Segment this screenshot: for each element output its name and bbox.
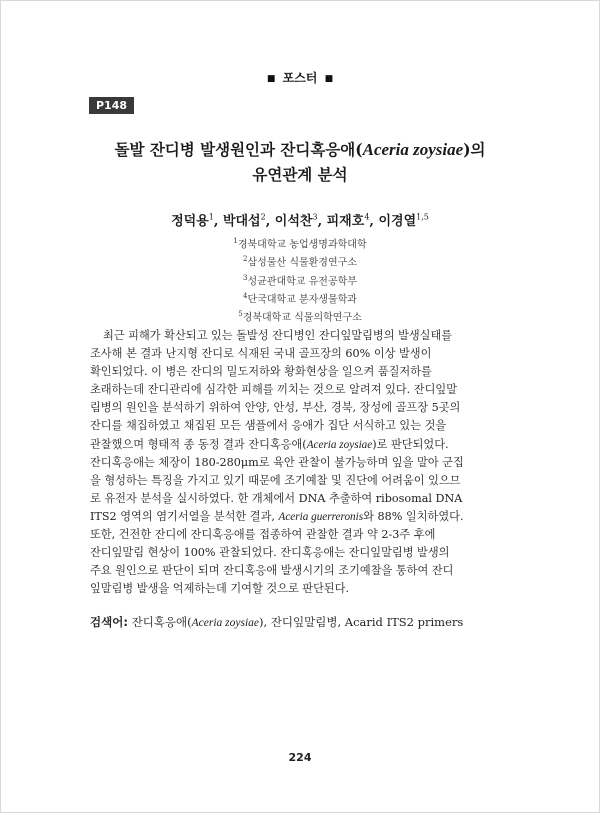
- abstract-line: 초래하는데 잔디관리에 심각한 피해를 끼치는 것으로 알려져 있다. 잔디잎말: [90, 383, 458, 397]
- poster-code-badge: P148: [89, 97, 134, 114]
- abstract-text: 관찰했으며 형태적 종 동정 결과 잔디혹응애(: [90, 437, 307, 451]
- abstract-line: 림병의 원인을 분석하기 위하여 안양, 안성, 부산, 경북, 장성에 골프장 5곳의: [90, 401, 461, 415]
- author-affil-sup: 3: [312, 212, 318, 222]
- author-name: 정덕용: [171, 214, 209, 229]
- affiliation-text: 경북대학교 농업생명과학대학: [237, 239, 367, 251]
- affiliation-item: [0, 252, 600, 270]
- keywords-text: ), 잔디잎말림병, Acarid ITS2 primers: [259, 615, 464, 629]
- affiliation-sup: 5: [238, 310, 243, 319]
- abstract-line: 을 형성하는 특징을 가지고 있기 때문에 조기예찰 및 진단에 어려움이 있으므: [90, 473, 461, 487]
- abstract-line: 주요 원인으로 판단이 되며 잔디혹응애 발생시기의 조기예찰을 통하여 잔디: [90, 564, 454, 578]
- author-sep: ,: [213, 214, 223, 229]
- affiliation-list: [0, 234, 600, 326]
- abstract-line: 잎말림병 발생을 억제하는데 기여할 것으로 판단된다.: [90, 582, 350, 596]
- affiliation-sup: 1: [233, 237, 238, 245]
- abstract-line: 최근 피해가 확산되고 있는 돌발성 잔디병인 잔디잎말림병의 발생실태를: [103, 329, 453, 342]
- abstract-text: 와 88% 일치하였다.: [363, 509, 464, 523]
- affiliation-sup: 2: [243, 255, 248, 264]
- author-sep: ,: [317, 214, 327, 229]
- author-name: 이석찬: [274, 214, 313, 229]
- abstract-species-name: Aceria zoysiae: [306, 438, 373, 451]
- author-list: [0, 210, 600, 229]
- paper-title: [40, 137, 560, 187]
- title-species-name: Aceria zoysiae: [362, 140, 464, 159]
- abstract-line: 로 유전자 분석을 실시하였다. 한 개체에서 DNA 추출하여 ribosomal DNA: [90, 491, 463, 505]
- keywords-text: 잔디혹응애(: [127, 615, 192, 629]
- abstract-line: 잔디혹응애는 체장이 180-280μm로 육안 관찰이 불가능하며 잎을 말아 군집: [90, 455, 464, 469]
- affiliation-item: [0, 307, 600, 325]
- author-sep: ,: [369, 214, 379, 229]
- section-label: 포스터: [282, 71, 318, 85]
- author-name: 피재호: [326, 214, 365, 229]
- affiliation-item: [0, 289, 600, 307]
- left-square-marker: ■: [266, 74, 276, 84]
- abstract-line: [90, 436, 511, 454]
- author-sep: ,: [265, 214, 275, 229]
- affiliation-text: 성균관대학교 유전공학부: [247, 275, 357, 287]
- affiliation-item: [0, 234, 600, 252]
- abstract-line: 또한, 건전한 잔디에 잔디혹응애를 접종하여 관찰한 결과 약 2-3주 후에: [90, 528, 436, 542]
- keywords-label: 검색어:: [90, 615, 128, 629]
- abstract-line: 조사해 본 결과 난지형 잔디로 식재된 국내 골프장의 60% 이상 발생이: [90, 347, 432, 361]
- affiliation-text: 단국대학교 분자생물학과: [247, 294, 357, 306]
- author-affil-sup: 1: [208, 212, 214, 222]
- author-affil-sup: 2: [260, 212, 266, 222]
- abstract-body: [90, 327, 511, 598]
- right-square-marker: ■: [324, 74, 334, 84]
- abstract-line: 확인되었다. 이 병은 잔디의 밀도저하와 황화현상을 일으켜 품질저하를: [90, 365, 432, 379]
- abstract-text: )로 판단되었다.: [372, 437, 449, 451]
- affiliation-text: 삼성물산 식물환경연구소: [247, 257, 357, 269]
- page-number: 224: [288, 751, 312, 764]
- abstract-line: 잔디잎말림 현상이 100% 관찰되었다. 잔디혹응애는 잔디잎말림병 발생의: [90, 546, 450, 560]
- abstract-text: ITS2 영역의 염기서열을 분석한 결과,: [90, 509, 279, 523]
- author-name: 박대섭: [222, 214, 261, 229]
- author-affil-sup: 1,5: [416, 212, 429, 222]
- section-header: [0, 69, 600, 86]
- affiliation-item: [0, 271, 600, 289]
- keywords-species-name: Aceria zoysiae: [191, 617, 260, 629]
- affiliation-text: 경북대학교 식물의학연구소: [242, 312, 362, 324]
- title-line2: 유연관계 분석: [252, 165, 348, 184]
- title-line1-prefix: 돌발 잔디병 발생원인과 잔디혹응애(: [114, 140, 363, 159]
- abstract-species-name: Aceria guerreronis: [278, 510, 364, 523]
- abstract-line: 잔디를 채집하였고 채집된 모든 샘플에서 응애가 집단 서식하고 있는 것을: [90, 419, 447, 433]
- title-line1-suffix: )의: [463, 140, 486, 159]
- author-affil-sup: 4: [364, 212, 370, 222]
- abstract-line: [90, 508, 511, 526]
- affiliation-sup: 3: [243, 273, 248, 282]
- affiliation-sup: 4: [243, 291, 248, 300]
- keywords-line: [90, 614, 511, 630]
- author-name: 이경열: [378, 214, 417, 229]
